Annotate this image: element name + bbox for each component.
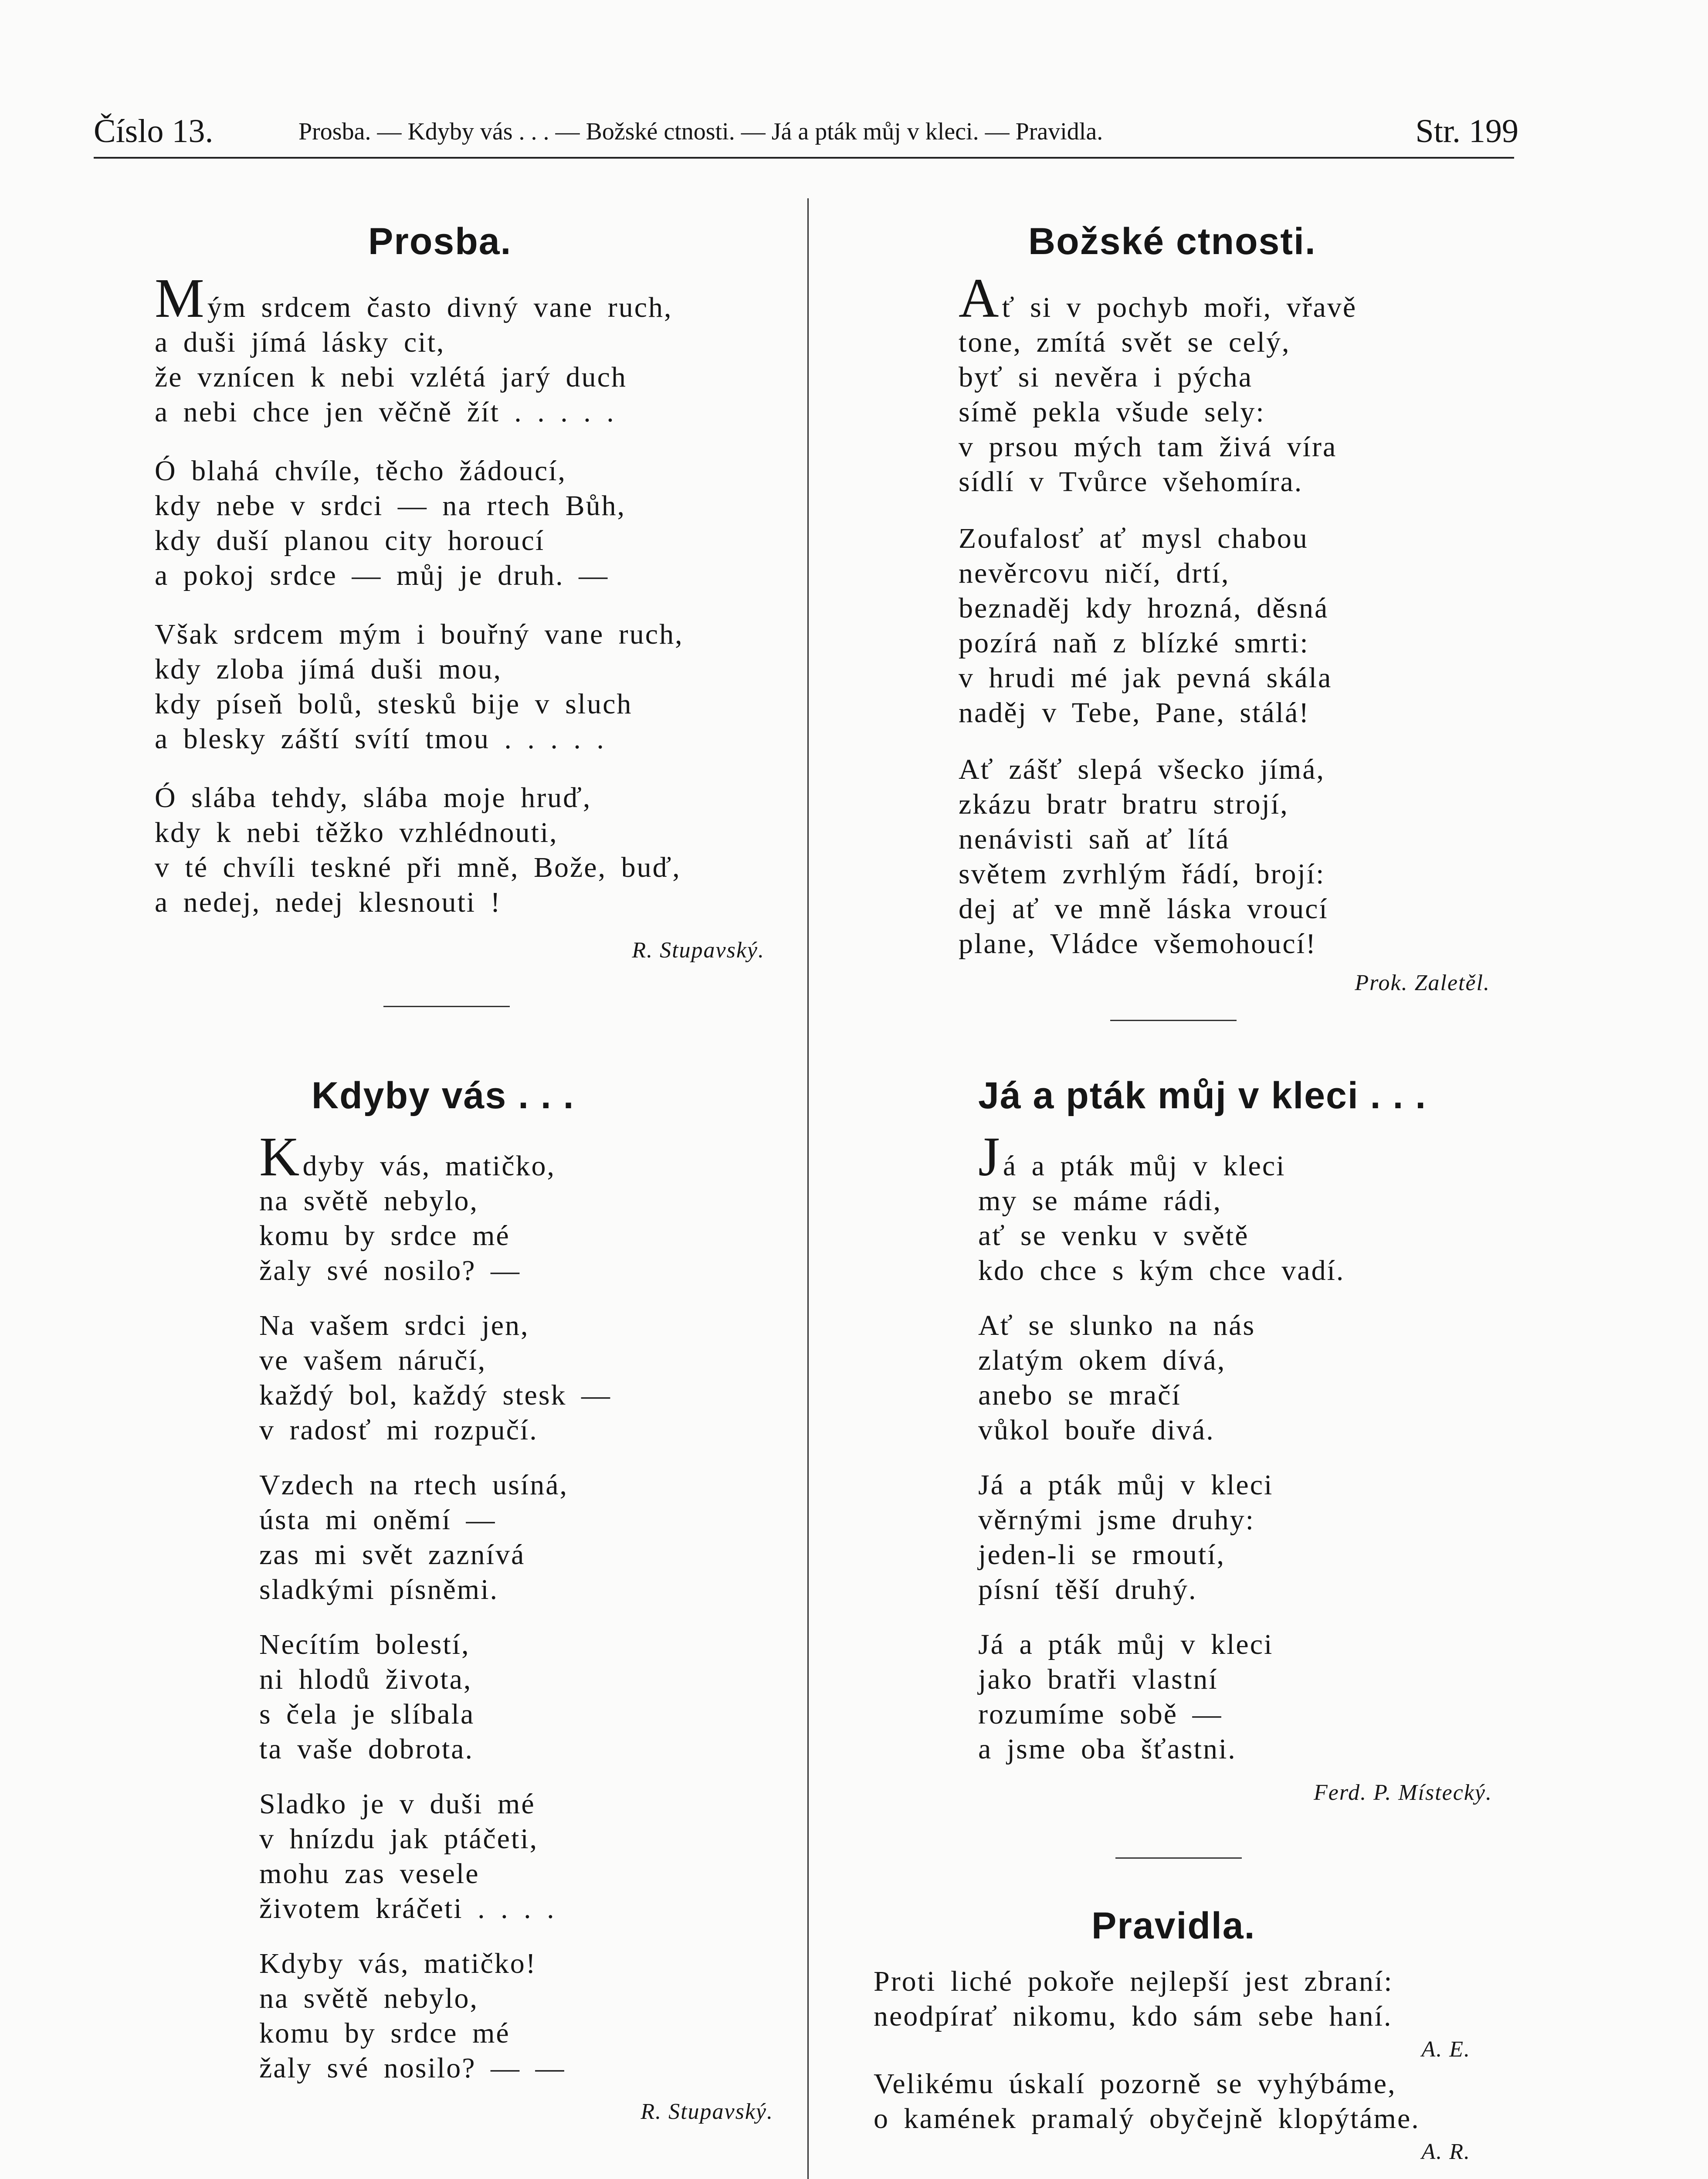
poem-kdyby [259, 1074, 773, 2125]
poem-line [259, 1538, 773, 1572]
section-rule [383, 1006, 510, 1007]
stanza [259, 1627, 773, 1767]
poem-line [259, 1572, 773, 1607]
line-text: plane, Vládce všemohoucí! [959, 928, 1317, 960]
line-text: a jsme oba šťastni. [978, 1733, 1237, 1765]
line-text: símě pekla všude sely: [959, 396, 1265, 428]
poem-line [259, 1308, 773, 1343]
poem-line [978, 1253, 1492, 1288]
drop-cap: M [155, 267, 206, 329]
poem-line [155, 815, 765, 850]
stanza [978, 1468, 1492, 1607]
poem-line [978, 1343, 1492, 1378]
poem-line [155, 722, 765, 757]
rule-line: neodpírať nikomu, kdo sám sebe haní. [874, 2000, 1393, 2032]
poem-line [959, 591, 1490, 626]
rule-line: o kamének pramalý obyčejně klopýtáme. [874, 2103, 1420, 2135]
rule-author: A. R. [1421, 2139, 1471, 2164]
rule-line: Proti liché pokoře nejlepší jest zbraní: [874, 1965, 1393, 1997]
line-text: sídlí v Tvůrce všehomíra. [959, 466, 1303, 498]
poem-line [155, 454, 765, 489]
line-text: á a pták můj v kleci [1003, 1150, 1286, 1182]
line-text: v hnízdu jak ptáčeti, [259, 1823, 539, 1855]
line-text: v hrudi mé jak pevná skála [959, 662, 1332, 694]
line-text: kdy píseň bolů, stesků bije v sluch [155, 688, 633, 720]
stanza [259, 1308, 773, 1448]
poem-line [155, 687, 765, 722]
stanza [155, 454, 765, 593]
line-text: kdy k nebi těžko vzhlédnouti, [155, 817, 558, 849]
line-text: každý bol, každý stesk — [259, 1379, 612, 1411]
line-text: zlatým okem dívá, [978, 1344, 1226, 1376]
line-text: a duši jímá lásky cit, [155, 326, 445, 358]
line-text: že vznícen k nebi vzlétá jarý duch [155, 361, 627, 393]
line-text: v prsou mých tam živá víra [959, 431, 1337, 463]
line-text: v té chvíli teskné při mně, Bože, buď, [155, 852, 681, 883]
line-text: ústa mi oněmí — [259, 1504, 496, 1536]
poem-line [978, 1126, 1492, 1188]
poem-line [155, 781, 765, 815]
poem-line [259, 2051, 773, 2086]
stanza [155, 617, 765, 757]
line-text: Sladko je v duši mé [259, 1788, 535, 1820]
stanza [259, 1468, 773, 1607]
column-divider [807, 198, 809, 2179]
poem-line [978, 1184, 1492, 1218]
poem-line [155, 395, 765, 430]
line-text: světem zvrhlým řádí, brojí: [959, 858, 1325, 890]
line-text: naděj v Tebe, Pane, stálá! [959, 697, 1310, 729]
poem-line [259, 1184, 773, 1218]
poem-line [959, 430, 1490, 465]
stanza [155, 781, 765, 920]
poem-prosba [155, 220, 765, 963]
poem-line [259, 1126, 773, 1188]
poem-line [978, 1413, 1492, 1448]
poem-line [978, 1378, 1492, 1413]
poem-line [959, 787, 1490, 822]
stanza [959, 752, 1490, 961]
poem-title: Já a pták můj v kleci . . . [978, 1075, 1427, 1117]
drop-cap: A [959, 267, 1000, 329]
poem-author: Ferd. P. Místecký. [1314, 1780, 1492, 1805]
poem-line [259, 1946, 773, 1981]
poem-line [978, 1662, 1492, 1697]
line-text: jako bratři vlastní [978, 1663, 1218, 1695]
line-text: anebo se mračí [978, 1379, 1181, 1411]
line-text: byť si nevěra i pýcha [959, 361, 1253, 393]
line-text: pozírá naň z blízké smrti: [959, 627, 1309, 659]
line-text: Ať zášť slepá všecko jímá, [959, 753, 1325, 785]
poem-title: Prosba. [368, 221, 512, 262]
line-text: Ať se slunko na nás [978, 1310, 1256, 1341]
poem-bozske [959, 220, 1490, 996]
stanza [959, 267, 1490, 499]
poem-line [959, 696, 1490, 730]
rule-author: A. E. [1421, 2037, 1471, 2062]
stanza [259, 1946, 773, 2086]
poem-line [155, 267, 765, 329]
poem-line [155, 617, 765, 652]
poem-line [155, 885, 765, 920]
rule-block [874, 1964, 1471, 2062]
poem-line [155, 360, 765, 395]
line-text: věrnými jsme druhy: [978, 1504, 1255, 1536]
line-text: dej ať ve mně láska vroucí [959, 893, 1328, 925]
poem-line [259, 1378, 773, 1413]
line-text: Ó blahá chvíle, těcho žádoucí, [155, 455, 566, 487]
poem-line [259, 1697, 773, 1732]
stanza [978, 1126, 1492, 1288]
poem-line [959, 465, 1490, 499]
line-text: životem kráčeti . . . . [259, 1893, 556, 1924]
poem-line [259, 1218, 773, 1253]
line-text: Já a pták můj v kleci [978, 1469, 1274, 1501]
stanza [259, 1126, 773, 1288]
poem-line [959, 521, 1490, 556]
poem-line [978, 1697, 1492, 1732]
line-text: rozumíme sobě — [978, 1698, 1223, 1730]
line-text: žaly své nosilo? — — [259, 2052, 566, 2084]
line-text: jeden-li se rmoutí, [978, 1539, 1226, 1571]
poem-title: Kdyby vás . . . [312, 1075, 575, 1117]
line-text: ým srdcem často divný vane ruch, [207, 292, 673, 323]
section-pravidla [874, 1904, 1471, 2165]
section-title: Pravidla. [1091, 1905, 1256, 1947]
line-text: žaly své nosilo? — [259, 1255, 521, 1286]
line-text: komu by srdce mé [259, 2017, 510, 2049]
line-text: Kdyby vás, matičko! [259, 1948, 537, 1979]
poem-line [959, 927, 1490, 961]
line-text: komu by srdce mé [259, 1220, 510, 1252]
poem-line [259, 1503, 773, 1538]
drop-cap: K [259, 1126, 301, 1188]
poem-author: Prok. Zaletěl. [1355, 971, 1490, 995]
poem-line [259, 1981, 773, 2016]
line-text: Však srdcem mým i bouřný vane ruch, [155, 618, 684, 650]
poem-line [959, 752, 1490, 787]
poem-line [959, 556, 1490, 591]
poem-line [978, 1538, 1492, 1572]
line-text: Já a pták můj v kleci [978, 1629, 1274, 1660]
line-text: kdy zloba jímá duši mou, [155, 653, 502, 685]
line-text: tone, zmítá svět se celý, [959, 326, 1291, 358]
poem-line [155, 489, 765, 523]
poem-line [959, 661, 1490, 696]
line-text: ta vaše dobrota. [259, 1733, 474, 1765]
stanza [959, 521, 1490, 730]
poem-line [959, 395, 1490, 430]
line-text: a blesky záští svítí tmou . . . . . [155, 723, 605, 755]
poem-line [155, 652, 765, 687]
poem-line [959, 360, 1490, 395]
poem-line [155, 558, 765, 593]
line-text: zkázu bratr bratru strojí, [959, 788, 1289, 820]
poem-line [259, 1413, 773, 1448]
poem-ptak [978, 1074, 1492, 1806]
poem-line [259, 1627, 773, 1662]
section-rule [1110, 1020, 1237, 1021]
stanza [155, 267, 765, 430]
line-text: nevěrcovu ničí, drtí, [959, 557, 1230, 589]
poem-line [959, 822, 1490, 857]
page-number: Str. 199 [1415, 113, 1518, 149]
poem-line [959, 892, 1490, 927]
poem-line [978, 1627, 1492, 1662]
line-text: a pokoj srdce — můj je druh. — [155, 560, 609, 591]
drop-cap: J [978, 1126, 1001, 1188]
poem-author: R. Stupavský. [632, 938, 765, 963]
line-text: Necítím bolestí, [259, 1629, 470, 1660]
issue-number: Číslo 13. [94, 113, 214, 149]
poem-line [259, 1732, 773, 1767]
poem-line [259, 1662, 773, 1697]
poem-line [959, 857, 1490, 892]
stanza [978, 1627, 1492, 1767]
rule-block [874, 2067, 1471, 2165]
poem-line [155, 325, 765, 360]
line-text: beznaděj kdy hrozná, děsná [959, 592, 1329, 624]
section-rule [1115, 1857, 1242, 1859]
stanza [978, 1308, 1492, 1448]
poem-line [259, 1891, 773, 1926]
line-text: kdy duší planou city horoucí [155, 525, 545, 557]
poem-line [959, 325, 1490, 360]
line-text: Na vašem srdci jen, [259, 1310, 529, 1341]
poem-line [978, 1218, 1492, 1253]
line-text: na světě nebylo, [259, 1982, 479, 2014]
poem-line [155, 850, 765, 885]
line-text: Vzdech na rtech usíná, [259, 1469, 569, 1501]
line-text: Ó slába tehdy, slába moje hruď, [155, 782, 592, 814]
line-text: zas mi svět zaznívá [259, 1539, 525, 1571]
poem-line [259, 1343, 773, 1378]
poem-line [978, 1572, 1492, 1607]
stanza [259, 1787, 773, 1926]
page-header [94, 108, 1518, 156]
line-text: kdy nebe v srdci — na rtech Bůh, [155, 490, 626, 522]
poem-line [959, 267, 1490, 329]
line-text: ať se venku v světě [978, 1220, 1249, 1252]
poem-line [155, 523, 765, 558]
poem-line [259, 1822, 773, 1857]
poem-title: Božské ctnosti. [1028, 221, 1316, 262]
line-text: sladkými písněmi. [259, 1574, 498, 1605]
line-text: nenávisti saň ať lítá [959, 823, 1230, 855]
poem-line [978, 1468, 1492, 1503]
line-text: písní těší druhý. [978, 1574, 1197, 1605]
poem-line [259, 2016, 773, 2051]
line-text: ve vašem náručí, [259, 1344, 487, 1376]
line-text: v radosť mi rozpučí. [259, 1414, 538, 1446]
line-text: a nebi chce jen věčně žít . . . . . [155, 396, 615, 428]
poem-line [978, 1732, 1492, 1767]
line-text: dyby vás, matičko, [302, 1150, 556, 1182]
poem-author: R. Stupavský. [640, 2099, 773, 2124]
line-text: Zoufalosť ať mysl chabou [959, 523, 1308, 554]
line-text: kdo chce s kým chce vadí. [978, 1255, 1345, 1286]
line-text: vůkol bouře divá. [978, 1414, 1215, 1446]
line-text: ť si v pochyb moři, vřavě [1002, 292, 1357, 323]
poem-line [259, 1468, 773, 1503]
poem-line [259, 1857, 773, 1891]
poem-line [978, 1308, 1492, 1343]
poem-line [259, 1787, 773, 1822]
line-text: na světě nebylo, [259, 1185, 479, 1217]
line-text: my se máme rádi, [978, 1185, 1222, 1217]
header-rule [94, 157, 1514, 159]
line-text: a nedej, nedej klesnouti ! [155, 886, 502, 918]
poem-line [978, 1503, 1492, 1538]
line-text: ni hlodů života, [259, 1663, 472, 1695]
rule-line: Velikému úskalí pozorně se vyhýbáme, [874, 2068, 1396, 2100]
line-text: s čela je slíbala [259, 1698, 475, 1730]
contents-line: Prosba. — Kdyby vás . . . — Božské ctnosti. — Já a pták můj v kleci. — Pravidla. [298, 118, 1103, 145]
poem-line [259, 1253, 773, 1288]
poem-line [959, 626, 1490, 661]
line-text: mohu zas vesele [259, 1858, 480, 1890]
